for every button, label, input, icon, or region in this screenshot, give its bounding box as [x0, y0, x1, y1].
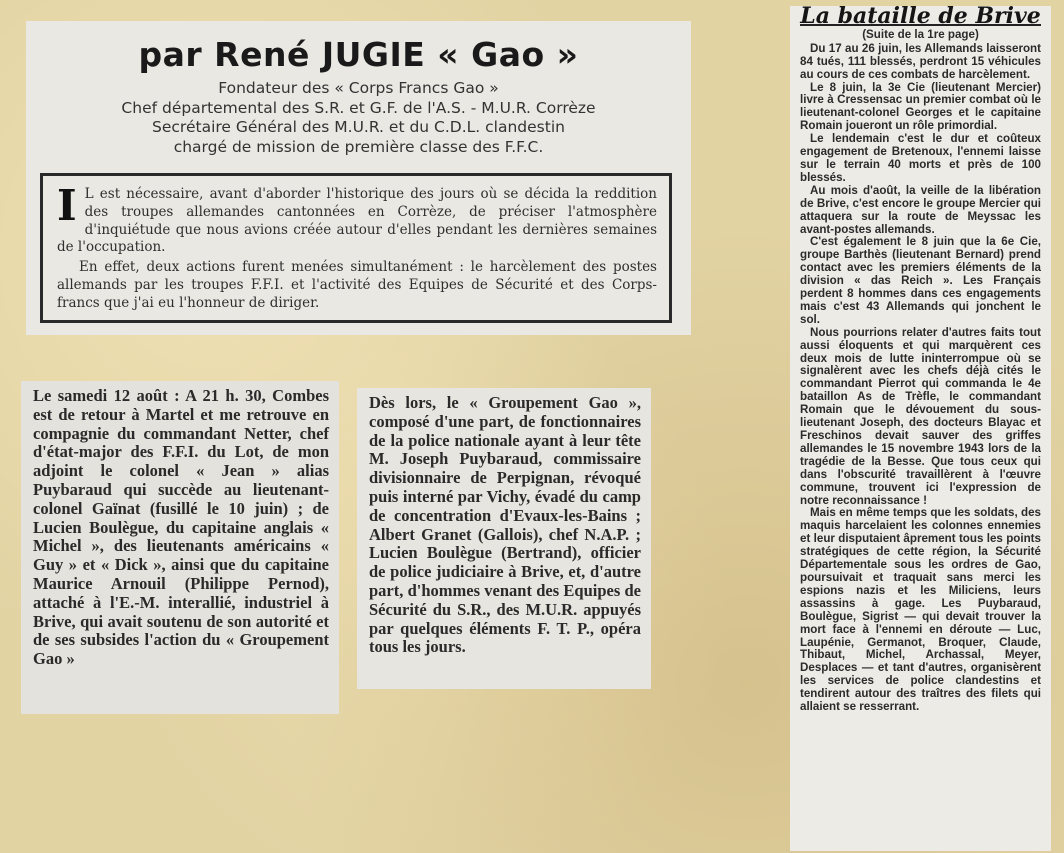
- clipping-middle: [357, 388, 651, 689]
- author-credentials: [26, 79, 691, 157]
- intro-text: L est nécessaire, avant d'aborder l'historique des jours où se décida la reddition des troupes allemandes cantonnées en Corrèze, de préciser l'atmosphère d'inquiétude que nous avions créée autour d'elles pendant les dernières semaines de l'occupation.: [57, 186, 657, 256]
- paragraph: C'est également le 8 juin que la 6e Cie, groupe Barthès (lieutenant Bernard) prend contact avec les premiers éléments de la division « das Reich ». Les Français perdent 8 hommes dans ces engagements mais c'est 43 Allemands qui jonchent le sol.: [800, 235, 1041, 326]
- intro-paragraph-2: En effet, deux actions furent menées simultanément : le harcèlement des postes allemands par les troupes F.F.I. et l'activité des Equipes de Sécurité et des Corps-francs que j'ai eu l'honneur de diriger.: [57, 259, 657, 311]
- paragraph: Le lendemain c'est le dur et coûteux engagement de Bretenoux, l'ennemi laisse sur le terrain 40 morts et près de 100 blessés.: [800, 132, 1041, 184]
- paragraph: Le 8 juin, la 3e Cie (lieutenant Mercier) livre à Cressensac un premier combat où le lieutenant-colonel Georges et le capitaine Romain joueront un rôle primordial.: [800, 80, 1041, 133]
- clipping-right: [790, 6, 1051, 851]
- clipping-left: [21, 381, 339, 714]
- intro-box: [40, 173, 672, 323]
- credential-line: Secrétaire Général des M.U.R. et du C.D.L. clandestin: [152, 118, 565, 136]
- paragraph: Mais en même temps que les soldats, des maquis harcelaient les colonnes ennemies et leur disputaient âprement tous les points stratégiques de cette région, la Sécurité Départementale sous les ordres de Gao, poursuivait et traquait sans merci les espions nazis et les Miliciens, leurs assassins à gage. Les Puybaraud, Boulègue, Sigrist — qui devait trouver la mort face à l'ennemi en déroute — Luc, Laupénie, Germanot, Broquer, Claude, Thibaut, Michel, Archassal, Meyer, Desplaces — et tant d'autres, organisèrent les services de police clandestins et tendirent autour des traîtres des filets qui allaient se resserrant.: [800, 506, 1041, 714]
- paragraph: Au mois d'août, la veille de la libération de Brive, c'est encore le groupe Mercier qui attaquera sur la route de Meyssac les avant-postes allemands.: [800, 183, 1041, 236]
- intro-paragraph: [57, 181, 657, 257]
- clipping-middle-text: Dès lors, le « Groupement Gao », composé d'une part, de fonctionnaires de la police nationale ayant à leur tête M. Joseph Puybaraud, commissaire divisionnaire de Perpignan, révoqué puis interné par Vichy, évadé du camp de concentration d'Evaux-les-Bains ; Albert Granet (Gallois), chef N.A.P. ; Lucien Boulègue (Bertrand), officier de police judiciaire à Brive, et, d'autre part, d'hommes venant des Equipes de Sécurité du S.R., des M.U.R. appuyés par quelques éléments F. T. P., opéra tous les jours.: [369, 393, 641, 657]
- clipping-left-text: Le samedi 12 août : A 21 h. 30, Combes est de retour à Martel et me retrouve en compagnie du commandant Netter, chef d'état-major des F.F.I. du Lot, de mon adjoint le colonel « Jean » alias Puybaraud qui succède au lieutenant-colonel Gaïnat (fusillé le 10 juin) ; de Lucien Boulègue, du capitaine anglais « Michel », des lieutenants américains « Guy » et « Dick », ainsi que du capitaine Maurice Arnouil (Philippe Pernod), attaché à l'E.-M. interallié, industriel à Brive, qui avait soutenu de son autorité et de ses subsides l'action du « Groupement Gao »: [33, 386, 329, 669]
- article-author-title: par René JUGIE « Gao »: [138, 35, 579, 74]
- paragraph: Nous pourrions relater d'autres faits tout aussi éloquents et qui marquèrent ces deux mois de lutte ininterrompue où se signalèrent avec les chefs déjà cités le commandant Pierrot qui commanda le 4e bataillon As de Trèfle, le commandant Romain que le dévouement du sous-lieutenant Joseph, des docteurs Blayac et Freschinos devait sauver des griffes allemandes le 15 novembre 1943 lors de la tragédie de la Besse. Que tous ceux qui dans l'obscurité travaillèrent à l'œuvre commune, trouvent ici l'expression de notre reconnaissance !: [800, 325, 1041, 507]
- clipping-right-title: La bataille de Brive: [800, 6, 1041, 29]
- credential-line: Chef départemental des S.R. et G.F. de l'A.S. - M.U.R. Corrèze: [121, 98, 596, 117]
- drop-cap: I: [57, 181, 77, 230]
- credential-line: Fondateur des « Corps Francs Gao »: [218, 79, 499, 97]
- credential-line: chargé de mission de première classe des F.F.C.: [173, 137, 544, 156]
- paragraph: Du 17 au 26 juin, les Allemands laisseront 84 tués, 111 blessés, perdront 15 véhicules au cours de ces combats de harcèlement.: [800, 41, 1041, 81]
- header-clipping: [26, 21, 691, 335]
- clipping-right-subtitle: (Suite de la 1re page): [862, 27, 979, 41]
